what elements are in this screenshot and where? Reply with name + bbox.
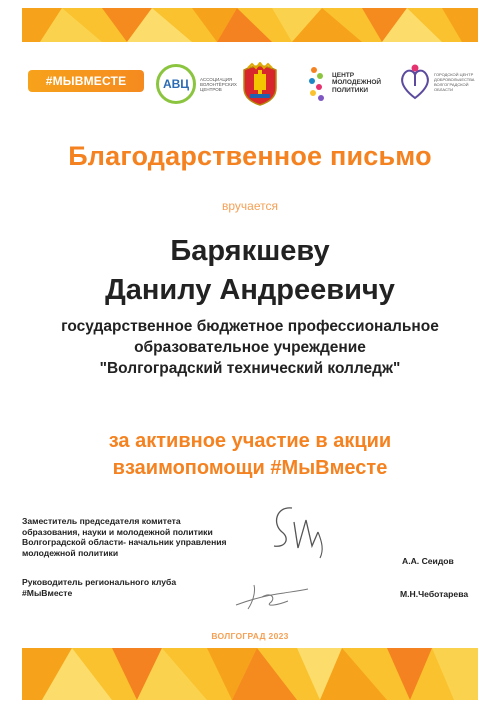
signatory-1-position: Заместитель председателя комитета образования, науки и молодежной политики Волгоградской области- начальник управления молодежной политики	[22, 516, 227, 558]
avc-logo-mark: АВЦ	[156, 64, 196, 104]
letter-title: Благодарственное письмо	[68, 141, 432, 171]
avc-logo-caption: АССОЦИАЦИЯ ВОЛОНТЁРСКИХ ЦЕНТРОВ	[200, 76, 237, 92]
recipient-surname: Барякшеву	[170, 235, 330, 267]
recipient-given-names: Данилу Андреевичу	[105, 274, 395, 306]
awarded-label: вручается	[222, 199, 278, 213]
youth-policy-center-caption: ЦЕНТР МОЛОДЕЖНОЙ ПОЛИТИКИ	[332, 71, 382, 94]
signatory-1-name: А.А. Сеидов	[402, 556, 454, 566]
hashtag-badge: #МЫВМЕСТЕ	[28, 70, 144, 92]
regional-volunteer-center-logo	[398, 62, 474, 102]
organization-name: государственное бюджетное профессиональное образовательное учреждение "Волгоградский технический колледж"	[61, 318, 439, 377]
signature-1-icon	[262, 502, 332, 567]
volunteer-heart-icon	[398, 62, 432, 102]
bottom-decorative-band	[22, 648, 478, 700]
regional-volunteer-center-caption: ГОРОДСКОЙ ЦЕНТР ДОБРОВОЛЬЧЕСТВА ВОЛГОГРАДСКОЙ ОБЛАСТИ	[434, 72, 475, 92]
youth-policy-center-logo	[306, 64, 381, 102]
award-reason: за активное участие в акции взаимопомощи #МыВместе	[108, 430, 392, 479]
recipient-name	[0, 232, 500, 310]
avc-logo	[156, 64, 240, 104]
signatory-2-position: Руководитель регионального клуба #МыВместе	[22, 577, 177, 598]
coat-of-arms-icon	[240, 62, 280, 106]
top-decorative-band	[22, 8, 478, 42]
signatory-2-name: М.Н.Чеботарева	[400, 589, 469, 599]
logo-row	[28, 62, 475, 106]
city-year: ВОЛГОГРАД 2023	[211, 631, 289, 641]
youth-policy-center-icon	[306, 64, 328, 102]
signature-2-icon	[232, 575, 312, 620]
